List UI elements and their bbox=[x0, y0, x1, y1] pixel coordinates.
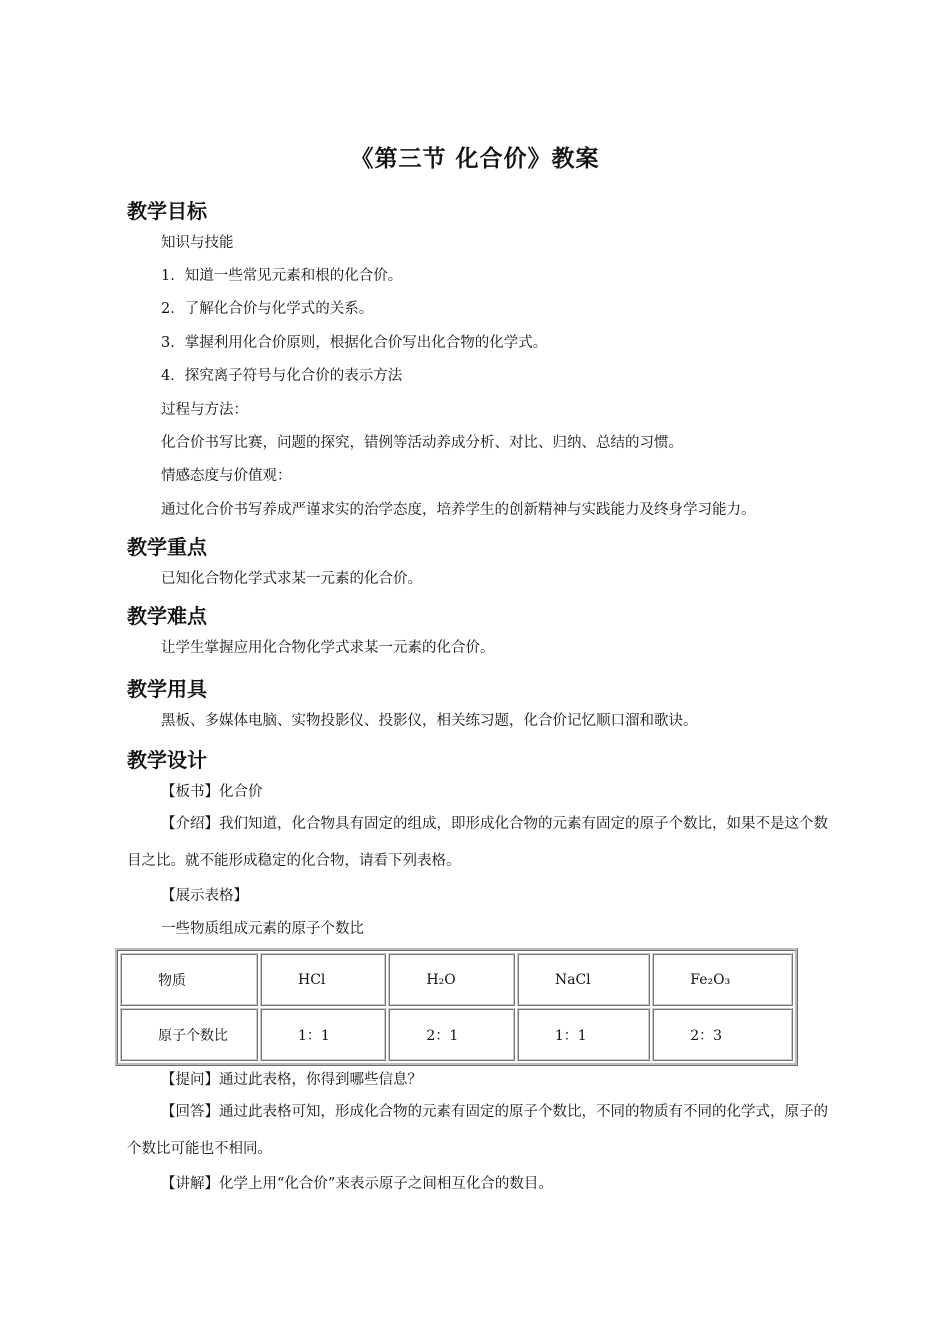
intro-paragraph: 【介绍】我们知道，化合物具有固定的组成，即形成化合物的元素有固定的原子个数比，如果不是这个数目之比。就不能形成稳定的化合物，请看下列表格。 bbox=[127, 816, 828, 869]
process-text: 化合价书写比赛，问题的探究，错例等活动养成分析、对比、归纳、总结的习惯。 bbox=[161, 435, 683, 451]
board-note: 【板书】化合价 bbox=[161, 784, 263, 800]
tools-heading: 教学用具 bbox=[127, 677, 207, 701]
objective-item: 1．知道一些常见元素和根的化合价。 bbox=[161, 268, 403, 284]
table-row bbox=[120, 953, 793, 1006]
process-title: 过程与方法： bbox=[161, 402, 248, 418]
table-caption: 一些物质组成元素的原子个数比 bbox=[161, 921, 364, 937]
table-cell: NaCl bbox=[517, 953, 650, 1006]
table-row bbox=[120, 1008, 793, 1061]
objective-item: 3．掌握利用化合价原则，根据化合价写出化合物的化学式。 bbox=[161, 335, 548, 351]
table-cell: HCl bbox=[260, 953, 386, 1006]
table-cell: 2：1 bbox=[388, 1008, 514, 1061]
design-heading: 教学设计 bbox=[127, 748, 207, 772]
table-cell: H₂O bbox=[388, 953, 514, 1006]
page-title: 《第三节 化合价》教案 bbox=[350, 146, 600, 172]
show-table-note: 【展示表格】 bbox=[161, 888, 248, 904]
emotion-text: 通过化合价书写养成严谨求实的治学态度，培养学生的创新精神与实践能力及终身学习能力。 bbox=[161, 502, 756, 518]
table-cell: 物质 bbox=[120, 953, 258, 1006]
table-cell: 1：1 bbox=[517, 1008, 650, 1061]
key-point-text: 已知化合物化学式求某一元素的化合价。 bbox=[161, 571, 422, 587]
objective-item: 2．了解化合价与化学式的关系。 bbox=[161, 301, 374, 317]
difficulty-text: 让学生掌握应用化合物化学式求某一元素的化合价。 bbox=[161, 640, 495, 656]
table-cell: 1：1 bbox=[260, 1008, 386, 1061]
table-cell: 原子个数比 bbox=[120, 1008, 258, 1061]
objective-item: 4．探究离子符号与化合价的表示方法 bbox=[161, 368, 403, 384]
table-cell: Fe₂O₃ bbox=[652, 953, 793, 1006]
emotion-title: 情感态度与价值观： bbox=[161, 468, 292, 484]
objectives-heading: 教学目标 bbox=[127, 199, 207, 223]
difficulty-heading: 教学难点 bbox=[127, 604, 207, 628]
answer-paragraph: 【回答】通过此表格可知，形成化合物的元素有固定的原子个数比，不同的物质有不同的化学式，原子的个数比可能也不相同。 bbox=[127, 1104, 828, 1157]
atom-ratio-table bbox=[115, 948, 798, 1066]
question-note: 【提问】通过此表格，你得到哪些信息？ bbox=[161, 1072, 422, 1088]
table-cell: 2：3 bbox=[652, 1008, 793, 1061]
key-point-heading: 教学重点 bbox=[127, 535, 207, 559]
explain-note: 【讲解】化学上用“化合价”来表示原子之间相互化合的数目。 bbox=[161, 1176, 553, 1192]
knowledge-skills-title: 知识与技能 bbox=[161, 235, 234, 251]
tools-text: 黑板、多媒体电脑、实物投影仪、投影仪，相关练习题，化合价记忆顺口溜和歌诀。 bbox=[161, 713, 698, 729]
